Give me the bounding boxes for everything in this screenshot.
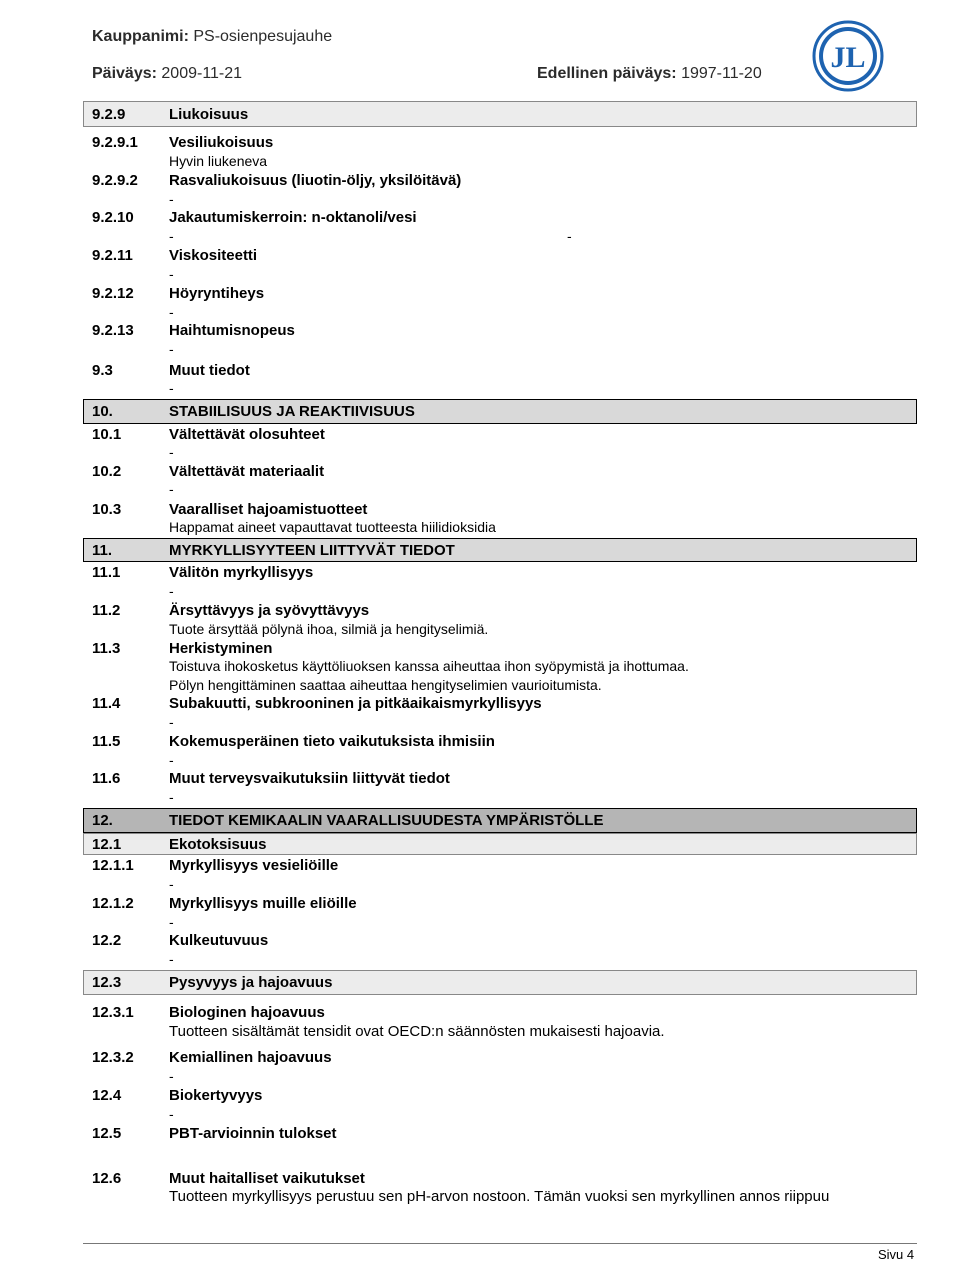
text-9-2-10-secondary: - [567, 228, 572, 244]
text-12-3-2: - [169, 1068, 174, 1084]
title-11-6: Muut terveysvaikutuksiin liittyvät tiedot [169, 770, 450, 787]
text-9-2-9-1: Hyvin liukeneva [169, 153, 268, 169]
num-9-2-9-2: 9.2.9.2 [92, 172, 138, 189]
num-11-1: 11.1 [92, 564, 121, 581]
section-12-number: 12. [92, 812, 113, 829]
title-11-4: Subakuutti, subkrooninen ja pitkäaikaismyrkyllisyys [169, 695, 542, 712]
num-9-2-13: 9.2.13 [92, 322, 134, 339]
section-10-number: 10. [92, 403, 113, 420]
num-12-3: 12.3 [92, 974, 122, 991]
title-9-3: Muut tiedot [169, 362, 250, 379]
text-12-1-1: - [169, 876, 174, 892]
page-number: Sivu 4 [878, 1247, 915, 1262]
title-11-3: Herkistyminen [169, 640, 273, 657]
title-10-2: Vältettävät materiaalit [169, 463, 325, 480]
text-9-2-12: - [169, 304, 174, 320]
title-12-1-1: Myrkyllisyys vesieliöille [169, 857, 339, 874]
num-9-2-9-1: 9.2.9.1 [92, 134, 138, 151]
trade-name [92, 28, 332, 46]
num-9-2-9: 9.2.9 [92, 106, 126, 123]
text-11-3-second: Pölyn hengittäminen saattaa aiheuttaa hengityselimien vaurioitumista. [169, 677, 602, 693]
text-10-1: - [169, 444, 174, 460]
section-12-title: TIEDOT KEMIKAALIN VAARALLISUUDESTA YMPÄRISTÖLLE [169, 812, 604, 829]
text-11-1: - [169, 583, 174, 599]
issue-date-label: Päiväys: [92, 65, 157, 82]
title-11-1: Välitön myrkyllisyys [169, 564, 314, 581]
logo-lettering: JL [830, 41, 866, 74]
title-9-2-9-1: Vesiliukoisuus [169, 134, 274, 151]
title-12-1: Ekotoksisuus [169, 836, 267, 853]
num-9-2-10: 9.2.10 [92, 209, 134, 226]
num-9-3: 9.3 [92, 362, 113, 379]
text-9-2-9-2: - [169, 191, 174, 207]
text-12-4: - [169, 1106, 174, 1122]
num-12-3-2: 12.3.2 [92, 1049, 134, 1066]
title-9-2-12: Höyryntiheys [169, 285, 265, 302]
title-10-1: Vältettävät olosuhteet [169, 426, 325, 443]
text-12-3-1: Tuotteen sisältämät tensidit ovat OECD:n säännösten mukaisesti hajoavia. [169, 1023, 665, 1040]
num-11-5: 11.5 [92, 733, 121, 750]
previous-date [537, 65, 762, 83]
title-9-2-13: Haihtumisnopeus [169, 322, 295, 339]
section-11-title: MYRKYLLISYYTEEN LIITTYVÄT TIEDOT [169, 542, 455, 559]
num-10-3: 10.3 [92, 501, 122, 518]
company-logo [812, 20, 884, 92]
num-12-1: 12.1 [92, 836, 122, 853]
text-11-4: - [169, 714, 174, 730]
num-12-6: 12.6 [92, 1170, 122, 1187]
title-12-2: Kulkeutuvuus [169, 932, 269, 949]
num-12-1-1: 12.1.1 [92, 857, 134, 874]
section-10-title: STABIILISUUS JA REAKTIIVISUUS [169, 403, 415, 420]
text-10-2: - [169, 481, 174, 497]
text-9-2-10: - [169, 228, 174, 244]
num-12-4: 12.4 [92, 1087, 122, 1104]
section-11-number: 11. [92, 542, 113, 559]
num-11-2: 11.2 [92, 602, 121, 619]
num-10-1: 10.1 [92, 426, 122, 443]
text-11-6: - [169, 789, 174, 805]
trade-name-label: Kauppanimi: [92, 28, 189, 45]
num-11-4: 11.4 [92, 695, 121, 712]
title-9-2-9-2: Rasvaliukoisuus (liuotin-öljy, yksilöitävä) [169, 172, 462, 189]
title-12-4: Biokertyvyys [169, 1087, 263, 1104]
issue-date [92, 65, 242, 83]
text-12-1-2: - [169, 914, 174, 930]
trade-name-value: PS-osienpesujauhe [193, 28, 333, 45]
text-12-2: - [169, 951, 174, 967]
title-11-2: Ärsyttävyys ja syövyttävyys [169, 602, 370, 619]
text-11-2: Tuote ärsyttää pölynä ihoa, silmiä ja hengityselimiä. [169, 621, 489, 637]
title-9-2-10: Jakautumiskerroin: n-oktanoli/vesi [169, 209, 417, 226]
issue-date-value: 2009-11-21 [161, 65, 243, 82]
num-12-3-1: 12.3.1 [92, 1004, 134, 1021]
text-9-2-13: - [169, 341, 174, 357]
num-12-1-2: 12.1.2 [92, 895, 134, 912]
title-12-3: Pysyvyys ja hajoavuus [169, 974, 333, 991]
num-9-2-11: 9.2.11 [92, 247, 133, 264]
num-11-6: 11.6 [92, 770, 121, 787]
text-9-2-11: - [169, 266, 174, 282]
previous-date-label: Edellinen päiväys: [537, 65, 677, 82]
num-11-3: 11.3 [92, 640, 121, 657]
title-12-5: PBT-arvioinnin tulokset [169, 1125, 337, 1142]
title-12-3-2: Kemiallinen hajoavuus [169, 1049, 332, 1066]
text-12-6: Tuotteen myrkyllisyys perustuu sen pH-arvon nostoon. Tämän vuoksi sen myrkyllinen annos riippuu [169, 1188, 830, 1205]
title-9-2-9: Liukoisuus [169, 106, 249, 123]
num-9-2-12: 9.2.12 [92, 285, 134, 302]
text-11-5: - [169, 752, 174, 768]
title-12-6: Muut haitalliset vaikutukset [169, 1170, 365, 1187]
title-9-2-11: Viskositeetti [169, 247, 258, 264]
title-10-3: Vaaralliset hajoamistuotteet [169, 501, 368, 518]
title-11-5: Kokemusperäinen tieto vaikutuksista ihmisiin [169, 733, 495, 750]
text-10-3: Happamat aineet vapauttavat tuotteesta hiilidioksidia [169, 519, 496, 535]
num-12-2: 12.2 [92, 932, 122, 949]
previous-date-value: 1997-11-20 [681, 65, 762, 82]
title-12-1-2: Myrkyllisyys muille eliöille [169, 895, 357, 912]
num-10-2: 10.2 [92, 463, 122, 480]
title-12-3-1: Biologinen hajoavuus [169, 1004, 325, 1021]
text-9-3: - [169, 380, 174, 396]
num-12-5: 12.5 [92, 1125, 122, 1142]
footer-divider [83, 1243, 917, 1244]
text-11-3: Toistuva ihokosketus käyttöliuoksen kanssa aiheuttaa ihon syöpymistä ja ihottumaa. [169, 658, 689, 674]
